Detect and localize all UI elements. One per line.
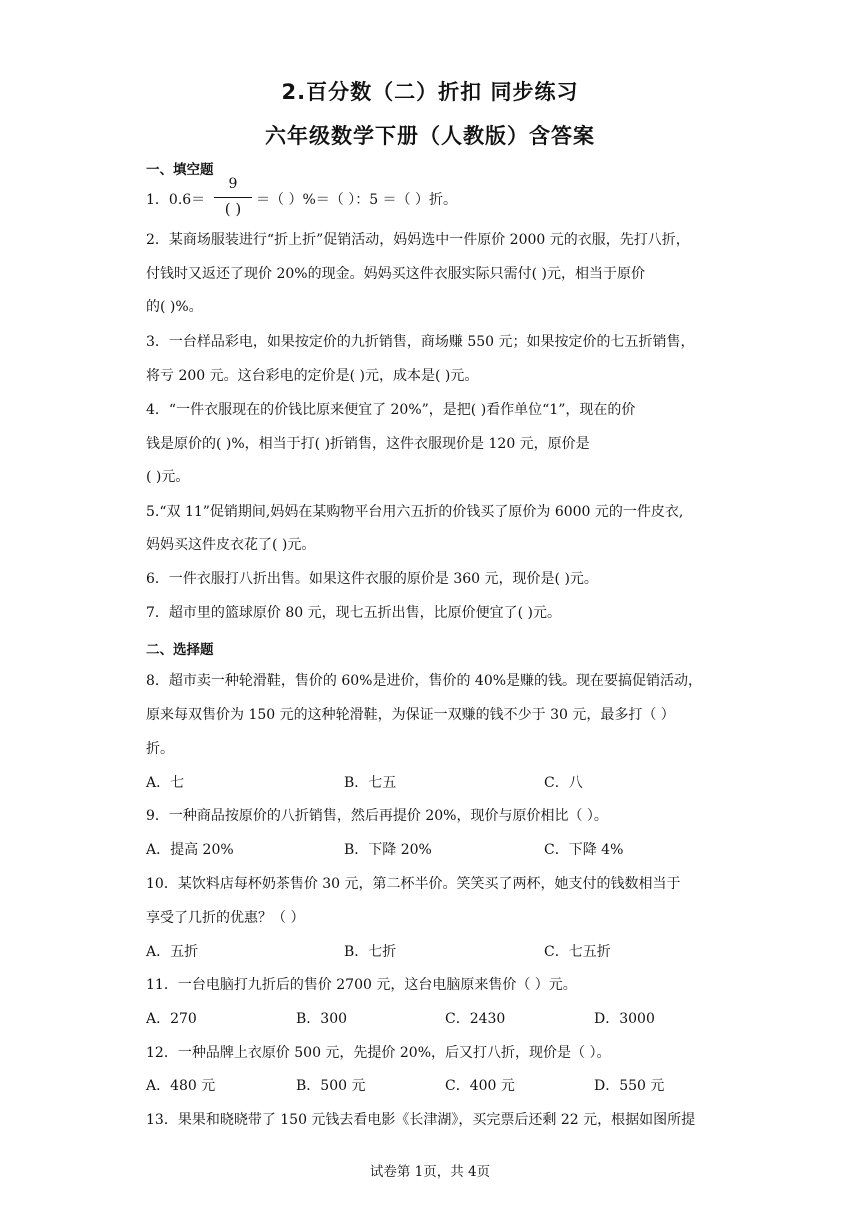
- document-title: 2.百分数（二）折扣 同步练习: [281, 80, 579, 104]
- q8-option-c: C．八: [544, 775, 583, 791]
- q9-line-1: 9．一种商品按原价的八折销售，然后再提价 20%，现价与原价相比（ ）。: [146, 808, 608, 824]
- q9-option-c: C．下降 4%: [544, 842, 624, 858]
- q10-option-a: A．五折: [146, 944, 199, 960]
- q12-option-a: A．480 元: [146, 1078, 216, 1094]
- q12-line-1: 12．一种品牌上衣原价 500 元，先提价 20%，后又打八折，现价是（ ）。: [146, 1045, 611, 1061]
- q5-line-1: 5.“双 11”促销期间,妈妈在某购物平台用六五折的价钱买了原价为 6000 元的一件皮衣,: [146, 504, 684, 520]
- q13-line-1: 13．果果和晓晓带了 150 元钱去看电影《长津湖》，买完票后还剩 22 元，根据如图所提: [146, 1112, 696, 1128]
- q10-option-b: B．七折: [344, 944, 397, 960]
- document-subtitle: 六年级数学下册（人教版）含答案: [265, 124, 595, 148]
- q12-option-c: C．400 元: [445, 1078, 515, 1094]
- q7-line: 7．超市里的篮球原价 80 元，现七五折出售，比原价便宜了( )元。: [146, 605, 561, 621]
- q12-option-d: D．550 元: [594, 1078, 665, 1094]
- q4-line-3: ( )元。: [146, 469, 190, 485]
- q8-option-a: A．七: [146, 775, 185, 791]
- q4-line-1: 4．“一件衣服现在的价钱比原来便宜了 20%”，是把( )看作单位“1”，现在的价: [146, 402, 636, 418]
- q1-suffix: ＝（ ）%＝（ ）：5 ＝（ ）折。: [256, 192, 458, 208]
- q6-line: 6．一件衣服打八折出售。如果这件衣服的原价是 360 元，现价是( )元。: [146, 571, 598, 587]
- section-heading-fill-in: 一、填空题: [146, 162, 214, 178]
- q11-option-d: D．3000: [594, 1011, 655, 1027]
- q8-option-b: B．七五: [344, 775, 397, 791]
- fraction-bar: [214, 197, 252, 198]
- q1-fraction: [212, 176, 254, 224]
- q10-line-1: 10．某饮料店每杯奶茶售价 30 元，第二杯半价。笑笑买了两杯，她支付的钱数相当于: [146, 876, 681, 892]
- q12-option-b: B．500 元: [296, 1078, 366, 1094]
- q2-line-1: 2．某商场服装进行“折上折”促销活动，妈妈选中一件原价 2000 元的衣服，先打八折，: [146, 232, 690, 248]
- q1-fraction-denominator: ( ): [224, 200, 242, 218]
- q8-line-1: 8．超市卖一种轮滑鞋，售价的 60%是进价，售价的 40%是赚的钱。现在要搞促销活动，: [146, 673, 703, 689]
- q11-line-1: 11．一台电脑打九折后的售价 2700 元，这台电脑原来售价（ ）元。: [146, 977, 577, 993]
- q4-line-2: 钱是原价的( )%，相当于打( )折销售，这件衣服现价是 120 元，原价是: [146, 436, 590, 452]
- q5-line-2: 妈妈买这件皮衣花了( )元。: [146, 537, 316, 553]
- q1-fraction-numerator: 9: [228, 176, 238, 192]
- q9-option-a: A．提高 20%: [146, 842, 234, 858]
- q11-option-b: B．300: [296, 1011, 348, 1027]
- section-heading-multiple-choice: 二、选择题: [146, 642, 214, 658]
- q2-line-3: 的( )%。: [146, 299, 203, 315]
- q3-line-2: 将亏 200 元。这台彩电的定价是( )元，成本是( )元。: [146, 368, 479, 384]
- q1-prefix: 1．0.6＝: [146, 192, 206, 208]
- q11-option-c: C．2430: [445, 1011, 506, 1027]
- q9-option-b: B．下降 20%: [344, 842, 432, 858]
- page-footer: 试卷第 1页，共 4页: [369, 1164, 491, 1180]
- q2-line-2: 付钱时又返还了现价 20%的现金。妈妈买这件衣服实际只需付( )元，相当于原价: [146, 266, 645, 282]
- q11-option-a: A．270: [146, 1011, 197, 1027]
- q10-line-2: 享受了几折的优惠？（ ）: [146, 910, 305, 926]
- q8-line-3: 折。: [146, 741, 174, 757]
- q10-option-c: C．七五折: [544, 944, 611, 960]
- q3-line-1: 3．一台样品彩电，如果按定价的九折销售，商场赚 550 元；如果按定价的七五折销售，: [146, 334, 695, 350]
- q8-line-2: 原来每双售价为 150 元的这种轮滑鞋，为保证一双赚的钱不少于 30 元，最多打（ ）: [146, 707, 675, 723]
